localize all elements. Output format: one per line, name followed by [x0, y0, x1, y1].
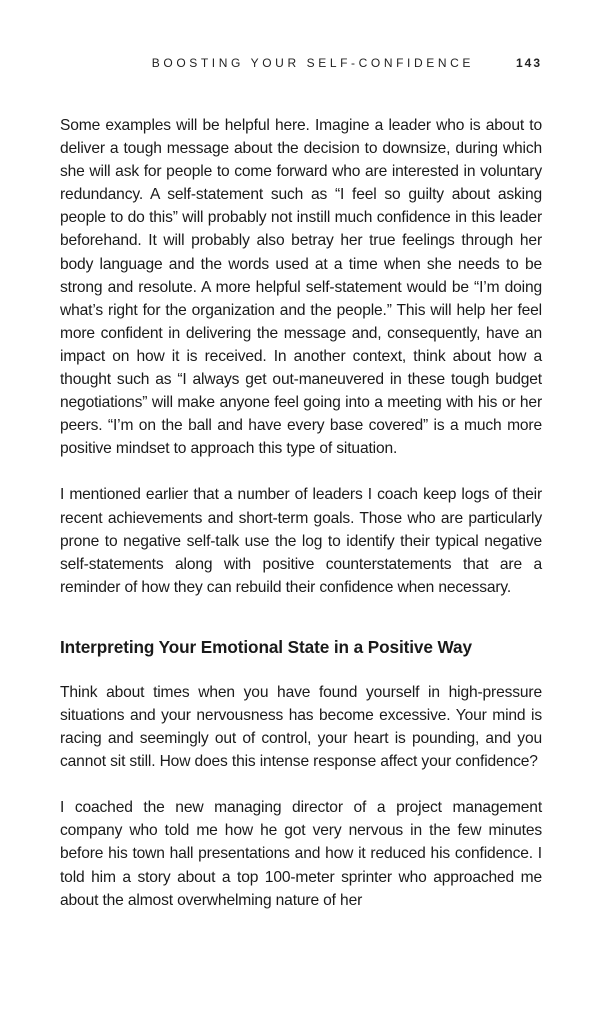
running-header [60, 56, 542, 74]
body-paragraph: Some examples will be helpful here. Imagine a leader who is about to deliver a tough message about the decision to downsize, during which she will ask for people to come forward who are interested in voluntary redundancy. A self-statement such as “I feel so guilty about asking people to do this” will probably not instill much confidence in this leader beforehand. It will probably also betray her true feelings through her body language and the words used at a time when she needs to be strong and resolute. A more helpful self-statement would be “I’m doing what’s right for the organization and the people.” This will help her feel more confident in delivering the message and, consequently, have an impact on how it is received. In another context, think about how a thought such as “I always get out-maneuvered in these tough budget negotiations” will make anyone feel going into a meeting with his or her peers. “I’m on the ball and have every base covered” is a much more positive mindset to approach this type of situation. [60, 117, 542, 458]
running-title: BOOSTING YOUR SELF-CONFIDENCE [151, 56, 474, 70]
body-paragraph: I mentioned earlier that a number of leaders I coach keep logs of their recent achievements and short-term goals. Those who are particularly prone to negative self-talk use the log to identify their typical negative self-statements along with positive counterstatements that are a reminder of how they can rebuild their confidence when necessary. [60, 486, 542, 596]
page-body [60, 114, 542, 912]
body-paragraph: I coached the new managing director of a project management company who told me how he got very nervous in the few minutes before his town hall presentations and how it reduced his confidence. I told him a story about a top 100-meter sprinter who approached me about the almost overwhelming nature of her [60, 799, 542, 909]
section-heading: Interpreting Your Emotional State in a Positive Way [60, 636, 472, 657]
page-number: 143 [515, 56, 542, 70]
body-paragraph: Think about times when you have found yourself in high-pressure situations and your nervousness has become excessive. Your mind is racing and seemingly out of control, your heart is pounding, and you cannot sit still. How does this intense response affect your confidence? [60, 683, 542, 771]
